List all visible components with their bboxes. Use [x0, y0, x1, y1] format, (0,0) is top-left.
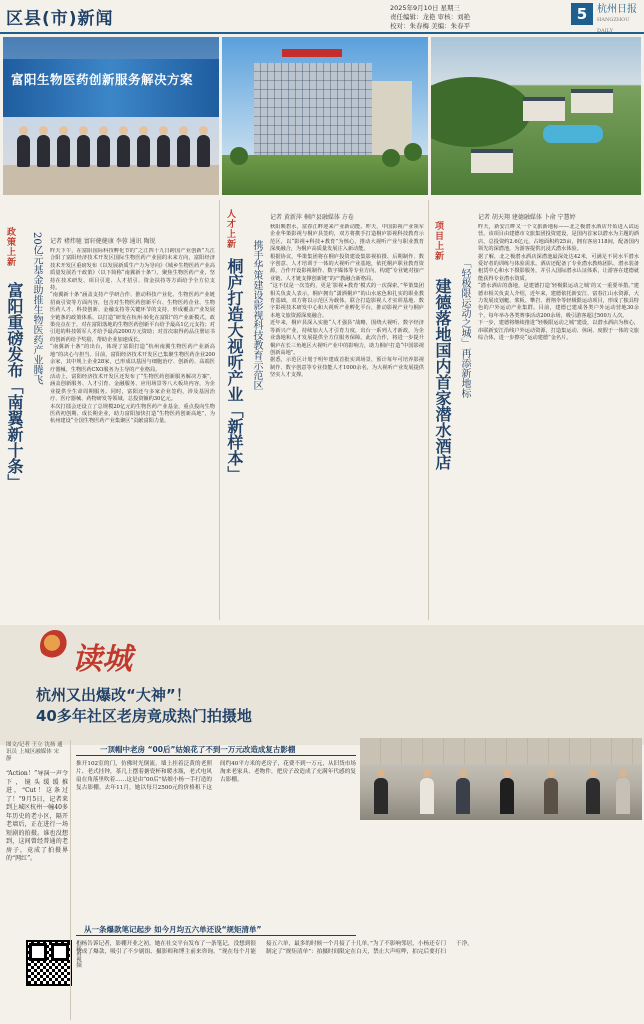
- story2-paragraph: 近年来，桐庐县深入实施“人才强县”战略，围绕大视听、数字经济等新兴产业，持续加大人才引育力度，出台一系列人才新政，为企业落地和人才发展提供全方位服务保障。此次合作，将进一步提升桐庐在长三角地区大视听产业中的影响力，助力桐庐打造“中国影视创新高地”。: [270, 320, 424, 356]
- feature-mid-paragraph: 推开102室的门，仿佛时光倒流。墙上挂着泛黄的老照片、老式挂钟，茶几上摆着搪瓷杯和暖水瓶，老式电风扇在角落里吹着……这是由“00后”姑娘小杨一手打造的复古影棚。去年11月，她以每月2500元的价格租下这间约40平方米的老房子，花费不到一万元，从旧货市场淘来老家具、老物件，把房子改造成了充满年代感的复古影棚。: [76, 761, 356, 791]
- story2-byline: 记者 黄新萍 桐庐县融媒体 方卷: [270, 214, 354, 221]
- story2-paragraph: 根据协议，华策集团将在桐庐投资建设集影视拍摄、后期制作、数字创意、人才培训于一体的大视听产业基地，依托桐庐职业教育资源，合作开设影视制作、数字媒体等专业方向，构建“专业链对接产业链、人才链支撑创新链”的产教融合新格局。: [270, 253, 424, 282]
- editors-line-1: 责任编辑：龙艳 审核：刘艳: [390, 13, 471, 21]
- story2-paragraph: “这不仅是一次签约，更是‘影视+教育’模式的一次探索。”华策集团相关负责人表示，桐庐拥有“潇洒桐庐”的山水底色和扎实的职业教育基础，双方将以示范区为载体，联合打造影视人才实训基地、数字影视技术研发中心和大视听产业孵化平台，推动影视产业与桐庐本地文旅资源深度融合。: [270, 283, 424, 319]
- feature-title-line-2: 40多年社区老房竟成热门拍摄地: [36, 707, 252, 725]
- story3-tag: 项目上新: [434, 222, 444, 262]
- story1-paragraph: 活动上，富阳经济技术开发区还发布了“生物医药创新服务解决方案”，涵盖创新服务、人才引育、金融服务、应用场景等八大板块内容，为企业提供全生命周期服务。同时，富阳还与多家企业签约，涉及基因治疗、医疗器械、药物研发等领域，总投资额约30亿元。: [50, 373, 215, 403]
- story1-body: [50, 248, 215, 620]
- story2-paragraph: 秋阳映碧水，富春江畔迎来产业新动能。昨天，中国影视产业领军企业华策影视与桐庐县签约，双方将携手打造桐庐影视科技教育示范区，以“影视+科技+教育”为核心，推动大视听产业与职业教育深度融合，为桐庐高质量发展注入新动能。: [270, 224, 424, 253]
- story1-subhead: 20亿元基金助推生物医药产业腾飞: [31, 232, 42, 385]
- editors-line-2: 校对：朱春梅 美编：朱春平: [390, 22, 471, 30]
- read-city-logo-icon: [40, 630, 70, 662]
- story2-tag: 人才上新: [226, 210, 236, 250]
- feature-bottom-body: [76, 940, 636, 1020]
- story2-subhead: 携手华策建设影视科技教育示范区: [251, 240, 262, 390]
- story3-paragraph: 昨天，新安江畔又一个文旅新地标——北之极潜水酒店开始进入试运营。该项目由建德市文旅集团投资建设，是国内首家以潜水为主题的酒店，总投资约2.6亿元，占地面积约25亩，拥有客房118间，配备国内领先的深潜池，为游客提供沉浸式潜水体验。: [478, 224, 639, 253]
- feature-bottom-paragraph: 小杨告诉记者，影棚开业之初，她在社交平台发布了一条笔记，没想到很快成了爆款，吸引了不少剧组、摄影师和博主前来咨询。“现在每个月能接五六单，最多的时候一个月接了十几单。”为了不影响邻居，小杨还专门制定了“规矩清单”：拍摄时间限定在白天，禁止大声喧哗，拍完后要打扫干净。: [76, 941, 473, 955]
- paper-name-cn: 杭州日报: [597, 4, 637, 15]
- story3-paragraph: “潜水酒店的落地，是建德打造‘轻极限运动之城’的又一重要举措。”建德市相关负责人介绍，近年来，建德依托新安江、富春江山水资源，大力发展皮划艇、桨板、攀岩、滑翔伞等轻极限运动项目，形成了独具特色的户外运动产业集群。目前，建德已建成各类户外运动营地30余个，每年举办各类赛事活动200余场，吸引游客超过500万人次。: [478, 283, 639, 319]
- event-banner: [3, 59, 219, 117]
- feature-mid-body: [76, 760, 356, 920]
- story1-tag: 政策上新: [6, 228, 16, 268]
- photo-tonglu-building: [222, 37, 428, 195]
- qr-caption: 扫码看视频: [75, 940, 81, 968]
- paper-name: [597, 4, 644, 37]
- story1-paragraph: “南翼新十条”涵盖支持产学研合作、推动科技产业化、生物医药产业链招商引资等方面内容，包含对生物医药创新平台、生物医药企业、生物医药人才、科技创新、金融支持等关键环节的支持，形成覆盖产业发展全链条的政策体系，以打造“研发在杭州·转化在富阳”的产业新模式。政策亮点在于，对在富阳落地的生物医药创新平台给予最高1亿元支持；对引进的科技领军人才给予最高2000万元资助；对首次取得药品注册证书的创新药给予奖励，帮助企业加速成长。: [50, 292, 215, 343]
- story3-paragraph: 据了解，北之极潜水酒店深潜池最深处达42米，可满足不同水平潜水爱好者的训练与体验需求。酒店还配备了专业潜水教练团队、潜水装备租赁中心和水下摄影服务，并引入国际潜水认证体系，让游客在建德就能获得专业潜水资质。: [478, 253, 639, 282]
- photo-diving-hotel-aerial: [431, 37, 641, 195]
- photo-biomed-launch-event: [3, 37, 219, 195]
- story3-paragraph: 下一步，建德将继续推进“轻极限运动之城”建设，以潜水酒店为核心，串联新安江沿线户外运动资源，打造集运动、休闲、度假于一体的文旅综合体，进一步擦亮“运动建德”金名片。: [478, 320, 639, 342]
- photo-retro-studio-shoot: [360, 738, 642, 820]
- story3-body: [478, 224, 639, 620]
- story3-subhead: 「轻极限运动之城」再添新地标: [459, 258, 470, 398]
- story2-headline: 桐庐打造大视听产业「新样本」: [225, 258, 244, 482]
- video-qr-code[interactable]: [26, 940, 72, 986]
- story1-paragraph: “南翼新十条”的出台，体现了富阳打造“杭州南翼生物医药产业新高地”的决心与担当。目前，富阳经济技术开发区已集聚生物医药企业200余家，其中规上企业28家，已形成以基因与细胞治疗、创新药、高端医疗器械、生物医药CXO服务为主导的产业格局。: [50, 344, 215, 373]
- feature-left-body: [6, 770, 68, 930]
- section-title: 区县(市)新闻: [6, 9, 114, 29]
- story1-headline: 富阳重磅发布「南翼新十条」: [5, 282, 24, 490]
- story2-paragraph: 据悉，示范区计划于明年建成首批实训场景，预计每年可培养影视制作、数字创意等专业技能人才1000余名，为大视听产业发展提供坚实人才支撑。: [270, 357, 424, 379]
- story3-byline: 记者 胡天翔 建德融媒体 卜俞 宁慧婷: [478, 214, 576, 221]
- feature-left-paragraph: “Action！”导演一声令下，镜头缓缓推进，“Cut！这条过了！”9月5日，记者来到上城区杭州一幢40多年历史的老小区，隔开老墙后，正在进行一场短剧的拍摄。谁也没想到，这间曾经普通的老房子，竟成了拍摄界的“网红”。: [6, 770, 68, 862]
- story1-paragraph: 本次打擂会还设立了总规模20亿元的生物医药产业基金，重点投向生物医药初创期、成长期企业，助力富阳加快打造“生物医药创新高地”，为杭州建设“全国生物医药产业集聚区”贡献富阳力量。: [50, 403, 215, 425]
- page-masthead: [0, 0, 644, 34]
- story1-byline: 记者 褚炜驰 富轩健健康 李蓉 通讯 陶锐: [50, 238, 156, 245]
- story1-paragraph: 昨天下午，在富阳国际科技孵化节的“之江四十九日跨国产业创新”九江合阳了富阳经济技术开发区国际生物医药产业园的未来方向，富阳经济技术开发区重磅发布《以发展新质生产力为导向》《城乡生物医药产业高质量发展若干政策》（以下简称“南翼新十条”），聚焦生物医药产业，坚持在技术研发、项目引进、人才招引、资金扶持等方面给予全方位支持。: [50, 248, 215, 292]
- feature-title-line-1: 杭州又出爆改“大神”！: [36, 686, 191, 704]
- story2-body: [270, 224, 424, 620]
- page-number: 5: [571, 3, 593, 25]
- event-banner-text: 富阳生物医药创新服务解决方案: [11, 72, 194, 87]
- paper-name-en: HANGZHOU DAILY: [597, 17, 630, 34]
- feature-subhead-1: 一顶帽中老房 “00后”姑娘花了不到一万元改造成复古影棚: [100, 745, 296, 754]
- issue-date: 2025年9月10日 星期三: [390, 4, 461, 12]
- feature-byline: 图文/记者 王立 沈扬 通讯员 上城区融媒体 宋静: [6, 742, 63, 762]
- masthead-meta: [390, 4, 470, 31]
- feature-subhead-2: 从一条爆款笔记起步 如今月均五六单还设“规矩清单”: [84, 925, 262, 934]
- story3-headline: 建德落地国内首家潜水酒店: [433, 278, 452, 470]
- read-city-logo: 读城: [72, 642, 132, 677]
